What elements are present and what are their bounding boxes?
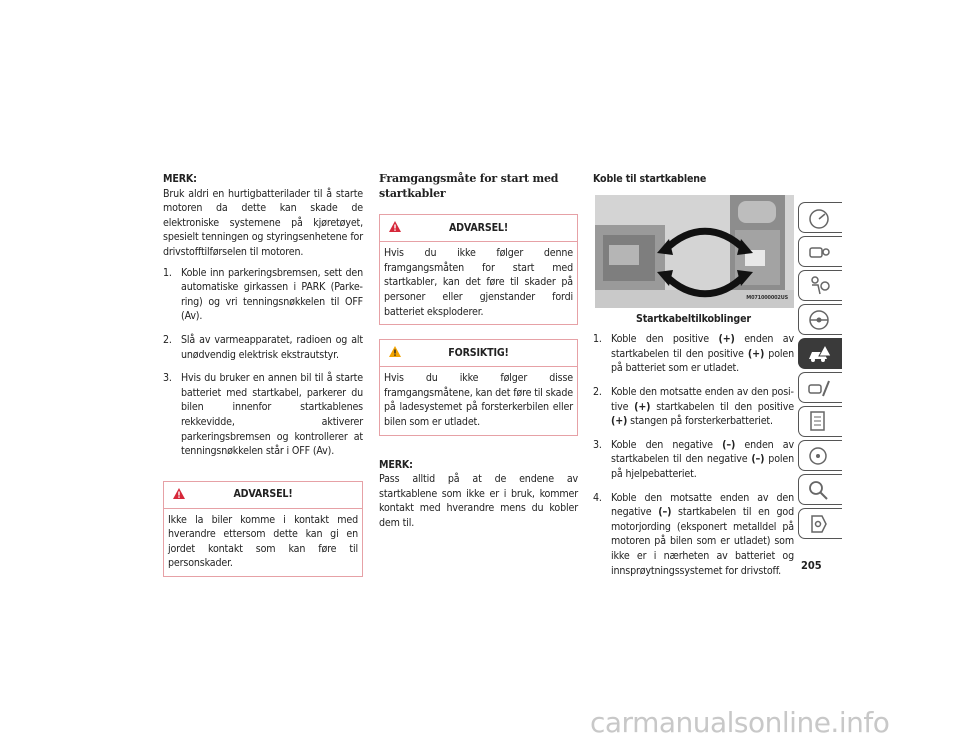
caution-box xyxy=(379,339,578,435)
hazard-car-icon xyxy=(806,342,832,366)
page-number: 205 xyxy=(801,559,822,572)
tab-technical-specifications[interactable] xyxy=(798,406,842,437)
step-number: 2. xyxy=(163,333,172,346)
step-text: Hvis du bruker en annen bil til å starte batteriet med startkabel, parkerer du bilen innenfor startkablenes rekkevidde, aktiverer parkeringsbremsen og kontrollerer at tenningsnøkkelen står i OFF (Av). xyxy=(181,372,363,458)
figure-code: M071000002US xyxy=(746,295,788,301)
step-text: polen på batteriet som er utladet. xyxy=(611,347,794,375)
caution-text: Hvis du ikke følger disse framgangsmåtene, kan det føre til skade på ladesystemet på forsterkerbilen eller bilen som er utladet. xyxy=(380,366,577,434)
warning-title: ADVARSEL! xyxy=(448,221,509,234)
tab-instrument-panel[interactable] xyxy=(798,202,842,233)
caution-triangle-icon xyxy=(388,345,402,358)
step-text: Koble den motsatte enden av den positive xyxy=(611,385,794,413)
car-key-icon xyxy=(806,240,832,264)
step-number: 4. xyxy=(593,491,602,504)
warning-header xyxy=(380,215,577,241)
warning-triangle-icon xyxy=(172,487,186,500)
list-item xyxy=(593,332,794,376)
steps-list xyxy=(593,332,794,578)
section-heading: Koble til startkablene xyxy=(593,173,707,185)
jumper-cable-figure xyxy=(595,195,794,308)
step-text: Koble den negative xyxy=(611,438,723,451)
tab-starting-driving[interactable] xyxy=(798,304,842,335)
warning-title: ADVARSEL! xyxy=(233,488,293,501)
warning-header xyxy=(164,482,362,508)
list-item xyxy=(593,438,794,482)
airbag-icon xyxy=(806,274,832,298)
polarity-mark: (+) xyxy=(634,400,651,413)
step-text: enden av startkabelen til den negative xyxy=(611,438,794,466)
step-number: 3. xyxy=(163,372,172,385)
section-heading: Framgangsmåte for start med startkabler xyxy=(379,172,559,200)
step-number: 1. xyxy=(163,266,172,279)
column-right xyxy=(593,172,794,578)
step-text: startkabelen til en god motorjording (eksponert metalldel på motoren på bilen som er utladet) som ikke er i nærheten av batteriet og innsprøytningssystemet for drivstoff. xyxy=(611,506,794,577)
step-text: Koble den motsatte enden av den negative xyxy=(611,491,794,519)
polarity-mark: (–) xyxy=(722,438,736,451)
figure-caption: Startkabeltilkoblinger xyxy=(636,312,751,325)
customer-assistance-icon xyxy=(806,512,832,536)
tab-servicing[interactable] xyxy=(798,372,842,403)
step-text: Koble den positive xyxy=(611,333,719,346)
watermark: carmanualsonline.info xyxy=(590,706,890,739)
step-number: 3. xyxy=(593,438,602,451)
polarity-mark: (–) xyxy=(751,453,765,466)
note-label: MERK: xyxy=(379,458,413,471)
column-left xyxy=(163,172,363,577)
polarity-mark: (+) xyxy=(718,333,735,346)
tab-index[interactable] xyxy=(798,474,842,505)
multimedia-icon xyxy=(806,444,832,468)
magnifier-icon xyxy=(806,478,832,502)
list-item xyxy=(163,371,363,459)
step-text: startkabelen til den positive xyxy=(650,400,794,413)
list-item xyxy=(163,333,363,362)
list-item xyxy=(163,266,363,324)
note-text: Bruk aldri en hurtigbatterilader til å starte motoren da dette kan skade de elektroniske systemene på kjøretøyet, spesielt tenningen og styringsenhetene for drivstofftilførselen til motoren. xyxy=(163,187,363,258)
warning-box xyxy=(163,481,363,577)
step-text: Slå av varmeapparatet, radioen og alt unødvendig elektrisk ekstrautstyr. xyxy=(181,333,363,361)
step-text: polen på hjelpebatteriet. xyxy=(611,453,794,480)
list-item xyxy=(593,491,794,579)
list-item xyxy=(593,385,794,429)
polarity-mark: (+) xyxy=(747,347,765,360)
chapter-tabs xyxy=(798,202,842,542)
spec-list-icon xyxy=(806,410,832,434)
caution-title: FORSIKTIG! xyxy=(448,346,509,359)
step-number: 2. xyxy=(593,385,602,398)
tab-multimedia[interactable] xyxy=(798,440,842,471)
caution-header xyxy=(380,340,577,366)
gauge-icon xyxy=(806,206,832,230)
tab-customer-assistance[interactable] xyxy=(798,508,842,539)
step-text: enden av startkabelen til den positive xyxy=(611,333,794,360)
tab-getting-to-know[interactable] xyxy=(798,236,842,267)
warning-triangle-icon xyxy=(388,220,402,233)
wrench-icon xyxy=(806,376,832,400)
column-middle xyxy=(379,172,578,531)
steering-wheel-icon xyxy=(806,308,832,332)
warning-box xyxy=(379,214,578,325)
warning-text: Hvis du ikke følger denne framgangsmåten for start med startkabler, kan det føre til skader på personer eller gjenstander fordi batteriet eksploderer. xyxy=(380,241,577,324)
note-label: MERK: xyxy=(163,173,197,185)
polarity-mark: (+) xyxy=(611,415,628,428)
tab-in-case-of-emergency[interactable] xyxy=(798,338,842,369)
steps-list xyxy=(163,266,363,459)
warning-text: Ikke la biler komme i kontakt med hverandre ettersom dette kan gi en jordet kontakt som kan føre til personskader. xyxy=(164,508,362,576)
step-text: Koble inn parkeringsbremsen, sett den automatiske girkassen i PARK (Parkering) og vri tenningsnøkkelen til OFF (Av). xyxy=(181,266,363,323)
step-number: 1. xyxy=(593,333,602,346)
polarity-mark: (–) xyxy=(658,506,672,519)
tab-safety[interactable] xyxy=(798,270,842,301)
note-text: Pass alltid på at de endene av startkablene som ikke er i bruk, kommer kontakt med hverandre mens du kobler dem til. xyxy=(379,473,578,529)
step-text: stangen på forsterkerbatteriet. xyxy=(627,415,773,428)
